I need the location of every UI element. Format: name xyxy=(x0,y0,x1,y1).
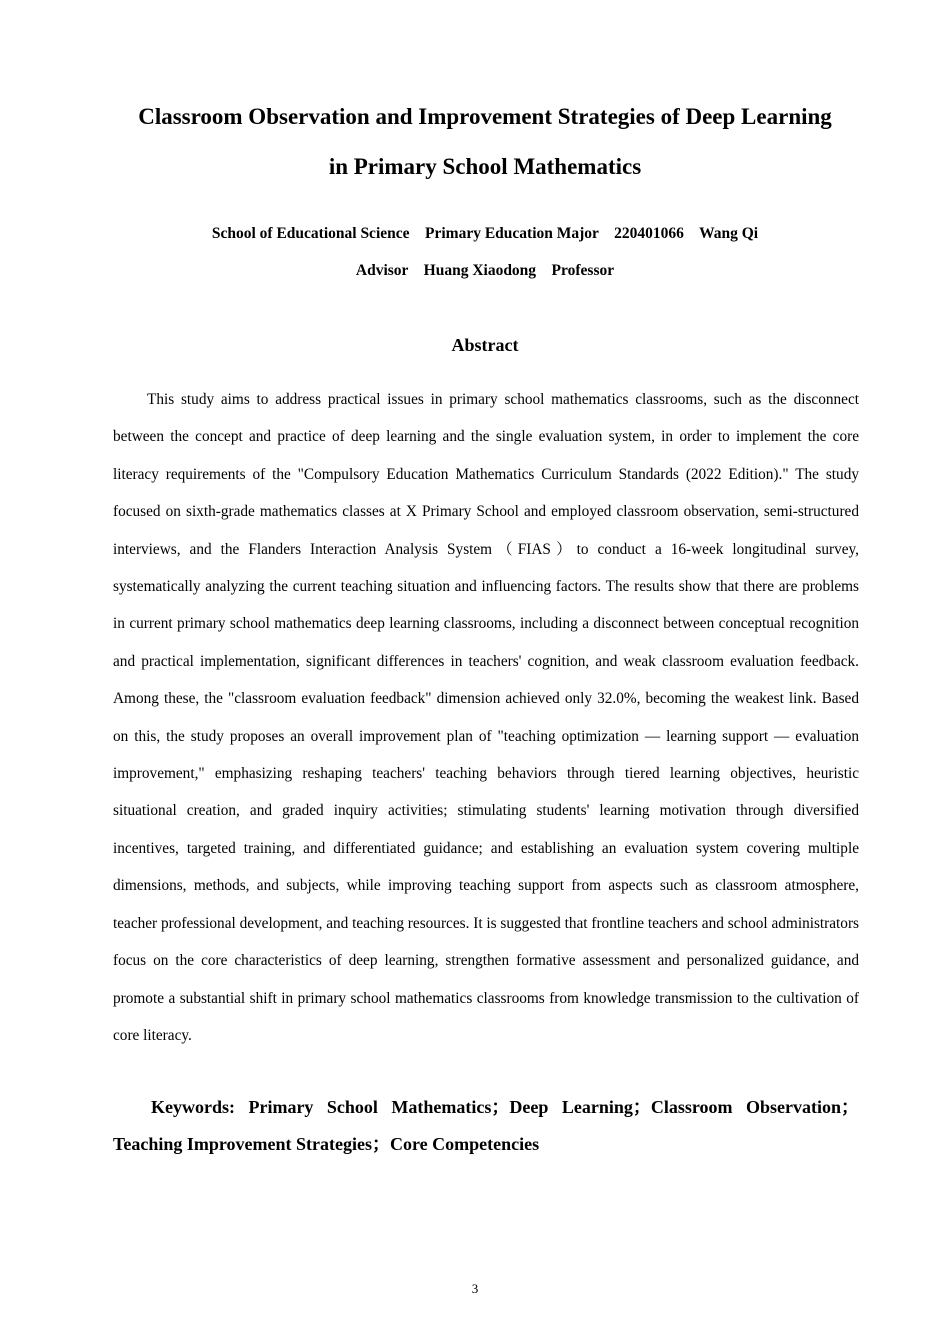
paper-title-line-1: Classroom Observation and Improvement Strategies of Deep Learning xyxy=(138,104,832,129)
keywords: Keywords: Primary School Mathematics；Deep Learning；Classroom Observation；Teaching Improvement Strategies；Core Competencies xyxy=(113,1097,859,1154)
author-affiliation-line: School of Educational Science Primary Education Major 220401066 Wang Qi xyxy=(211,225,759,242)
abstract-heading: Abstract xyxy=(451,335,519,355)
paper-title xyxy=(60,92,910,192)
paper-title-line-2: in Primary School Mathematics xyxy=(328,154,642,179)
advisor-line: Advisor Huang Xiaodong Professor xyxy=(355,262,615,279)
page-number: 3 xyxy=(471,1281,479,1296)
abstract-body: This study aims to address practical issues in primary school mathematics classrooms, such as the disconnect between the concept and practice of deep learning and the single evaluation system, in order to implement the core literacy requirements of the "Compulsory Education Mathematics Curriculum Standards (2022 Edition)." The study focused on sixth-grade mathematics classes at X Primary School and employed classroom observation, semi-structured interviews, and the Flanders Interaction Analysis System（FIAS）to conduct a 16-week longitudinal survey, systematically analyzing the current teaching situation and influencing factors. The results show that there are problems in current primary school mathematics deep learning classrooms, including a disconnect between conceptual recognition and practical implementation, significant differences in teachers' cognition, and weak classroom evaluation feedback. Among these, the "classroom evaluation feedback" dimension achieved only 32.0%, becoming the weakest link. Based on this, the study proposes an overall improvement plan of "teaching optimization — learning support — evaluation improvement," emphasizing reshaping teachers' teaching behaviors through tiered learning objectives, heuristic situational creation, and graded inquiry activities; stimulating students' learning motivation through diversified incentives, targeted training, and differentiated guidance; and establishing an evaluation system covering multiple dimensions, methods, and subjects, while improving teaching support from aspects such as classroom atmosphere, teacher professional development, and teaching resources. It is suggested that frontline teachers and school administrators focus on the core characteristics of deep learning, strengthen formative assessment and personalized guidance, and promote a substantial shift in primary school mathematics classrooms from knowledge transmission to the cultivation of core literacy. xyxy=(113,391,859,1044)
